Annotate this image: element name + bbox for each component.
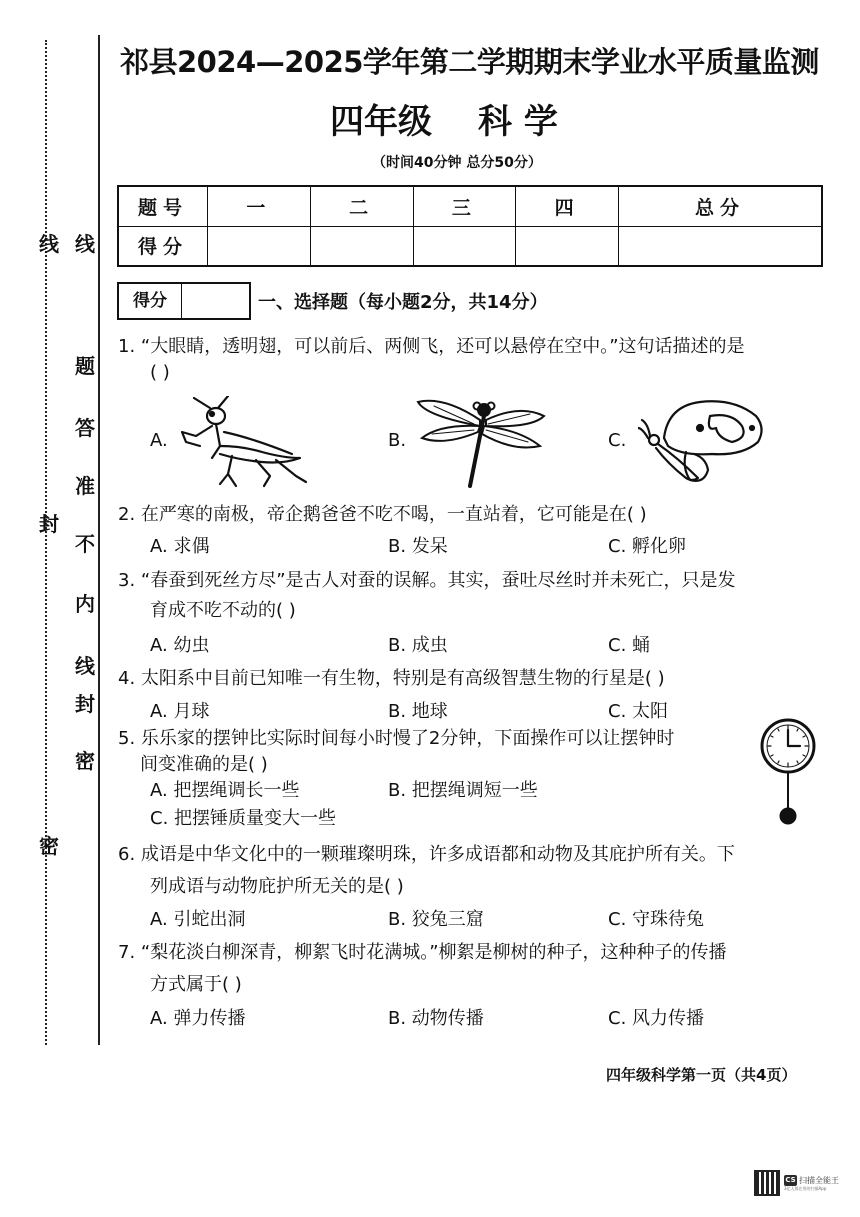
question-6-option-a[interactable]: A. 引蛇出洞 (150, 909, 246, 930)
scanner-name: 扫描全能王 (799, 1175, 839, 1185)
score-table-header-row (118, 186, 822, 226)
question-4-option-a[interactable]: A. 月球 (150, 701, 210, 722)
question-3-option-a[interactable]: A. 幼虫 (150, 635, 210, 656)
scanner-tagline: 3亿人都在用的扫描App (784, 1185, 827, 1191)
section-score-box (117, 282, 251, 320)
binding-dotted-line (45, 40, 47, 1045)
binding-char: 封 (75, 692, 95, 716)
butterfly-icon (638, 398, 768, 490)
binding-char: 准 (75, 474, 95, 498)
question-5-text: 5. 乐乐家的摆钟比实际时间每小时慢了2分钟，下面操作可以让摆钟时 (118, 728, 675, 749)
question-6-option-c[interactable]: C. 守珠待兔 (608, 909, 705, 930)
seal-char: 封 (39, 512, 59, 536)
seal-char: 线 (39, 232, 59, 256)
mantis-icon (172, 396, 310, 488)
score-cell[interactable] (413, 226, 516, 266)
question-2-text: 2. 在严寒的南极，帝企鹅爸爸不吃不喝，一直站着，它可能是在( ) (118, 504, 647, 525)
question-3-text-line2: 育成不吃不动的( ) (150, 600, 296, 621)
score-cell[interactable] (310, 226, 413, 266)
question-1-text: 1. “大眼睛，透明翅，可以前后、两侧飞，还可以悬停在空中。”这句话描述的是 (118, 336, 745, 357)
column-header: 三 (413, 186, 516, 226)
binding-char: 线 (75, 654, 95, 678)
question-4-text: 4. 太阳系中目前已知唯一有生物，特别是有高级智慧生物的行星是( ) (118, 668, 665, 689)
score-cell[interactable] (516, 226, 619, 266)
question-7-option-a[interactable]: A. 弹力传播 (150, 1008, 246, 1029)
scanner-badge (754, 1168, 846, 1198)
qr-code-icon (754, 1170, 780, 1196)
row-header-question-number: 题号 (118, 186, 208, 226)
scanner-badge-text (784, 1175, 839, 1192)
dragonfly-icon (414, 394, 548, 490)
binding-char: 答 (75, 416, 95, 440)
section-score-field[interactable] (182, 284, 249, 318)
question-6-text: 6. 成语是中华文化中的一颗璀璨明珠，许多成语都和动物及其庇护所有关。下 (118, 844, 735, 865)
pendulum-clock-icon (758, 716, 818, 828)
question-5-option-a[interactable]: A. 把摆绳调长一些 (150, 780, 300, 801)
subject-label: 科 学 (478, 102, 558, 142)
binding-char: 密 (75, 749, 95, 773)
question-2-option-a[interactable]: A. 求偶 (150, 536, 210, 557)
question-7-option-c[interactable]: C. 风力传播 (608, 1008, 705, 1029)
exam-info: （时间40分钟 总分50分） (372, 155, 542, 171)
score-table (117, 185, 823, 267)
question-5-text-line2: 间变准确的是( ) (140, 754, 268, 775)
binding-char: 不 (75, 532, 95, 556)
question-4-option-b[interactable]: B. 地球 (388, 701, 448, 722)
question-3-option-c[interactable]: C. 蛹 (608, 635, 651, 656)
row-header-score: 得分 (118, 226, 208, 266)
binding-char: 线 (75, 232, 95, 256)
question-3-text: 3. “春蚕到死丝方尽”是古人对蚕的误解。其实，蚕吐尽丝时并未死亡，只是发 (118, 570, 736, 591)
question-1-option-b[interactable]: B. (388, 430, 407, 451)
question-1-answer-blank[interactable]: ( ) (150, 362, 170, 383)
question-7-text-line2: 方式属于( ) (150, 974, 242, 995)
score-table-score-row (118, 226, 822, 266)
column-header: 一 (208, 186, 311, 226)
question-3-option-b[interactable]: B. 成虫 (388, 635, 448, 656)
question-1-option-c[interactable]: C. (608, 430, 627, 451)
column-header: 总分 (619, 186, 823, 226)
question-6-text-line2: 列成语与动物庇护所无关的是( ) (150, 876, 404, 897)
section-score-label: 得分 (119, 284, 182, 318)
score-cell[interactable] (619, 226, 823, 266)
question-4-option-c[interactable]: C. 太阳 (608, 701, 669, 722)
score-cell[interactable] (208, 226, 311, 266)
seal-char: 密 (39, 834, 59, 858)
question-6-option-b[interactable]: B. 狡兔三窟 (388, 909, 484, 930)
grade-label: 四年级 (330, 102, 432, 142)
binding-char: 内 (75, 592, 95, 616)
section-title: 一、选择题（每小题2分，共14分） (258, 292, 548, 313)
column-header: 二 (310, 186, 413, 226)
question-1-option-a[interactable]: A. (150, 430, 168, 451)
scanner-logo-icon: CS (785, 1175, 796, 1184)
question-2-option-c[interactable]: C. 孵化卵 (608, 536, 687, 557)
column-header: 四 (516, 186, 619, 226)
binding-solid-line (98, 35, 100, 1045)
binding-char: 题 (75, 354, 95, 378)
question-2-option-b[interactable]: B. 发呆 (388, 536, 448, 557)
question-7-option-b[interactable]: B. 动物传播 (388, 1008, 484, 1029)
exam-title: 祁县2024—2025学年第二学期期末学业水平质量监测 (120, 45, 819, 79)
question-5-option-b[interactable]: B. 把摆绳调短一些 (388, 780, 538, 801)
question-7-text: 7. “梨花淡白柳深青，柳絮飞时花满城。”柳絮是柳树的种子，这种种子的传播 (118, 942, 727, 963)
question-5-option-c[interactable]: C. 把摆锤质量变大一些 (150, 808, 337, 829)
subject-title (330, 94, 558, 143)
page-footer: 四年级科学第一页（共4页） (606, 1066, 797, 1084)
